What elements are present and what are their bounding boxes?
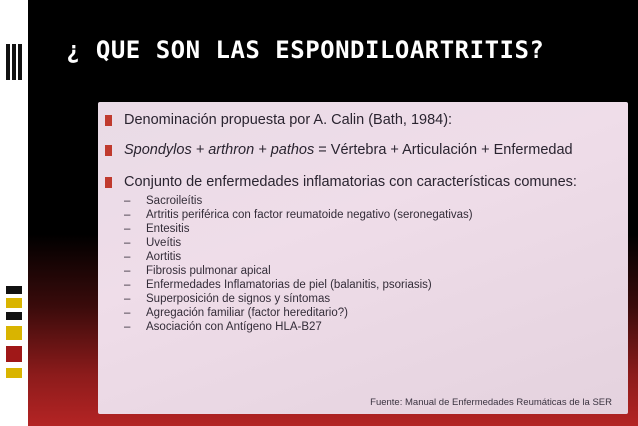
list-item: – Aortitis: [124, 251, 182, 263]
list-item: – Asociación con Antígeno HLA-B27: [124, 321, 322, 333]
bullet-list: [98, 112, 618, 334]
list-item: – Agregación familiar (factor hereditario?): [124, 307, 348, 319]
list-item: – Artritis periférica con factor reumatoide negativo (seronegativas): [124, 209, 473, 221]
list-item: – Uveítis: [124, 237, 182, 249]
decorative-bars-bottom: [6, 286, 22, 396]
slide-title: ¿ QUE SON LAS ESPONDILOARTRITIS?: [66, 36, 545, 64]
list-item: – Superposición de signos y síntomas: [124, 293, 331, 305]
bullet-item: Spondylos + arthron + pathos = Vértebra + Articulación + Enfermedad: [98, 142, 618, 158]
bullet-marker-icon: [105, 145, 112, 156]
bullet-item: Conjunto de enfermedades inflamatorias con características comunes:: [98, 174, 618, 190]
bullet-marker-icon: [105, 177, 112, 188]
sub-list: [98, 194, 618, 334]
source-caption: Fuente: Manual de Enfermedades Reumáticas de la SER: [370, 397, 612, 408]
decorative-side-strip: [0, 0, 28, 426]
slide-photo-content: [98, 102, 628, 414]
bullet-item: Denominación propuesta por A. Calin (Bath, 1984):: [98, 112, 618, 128]
list-item: – Sacroileítis: [124, 195, 203, 207]
list-item: – Entesitis: [124, 223, 190, 235]
list-item: – Enfermedades Inflamatorias de piel (balanitis, psoriasis): [124, 279, 432, 291]
bullet-marker-icon: [105, 115, 112, 126]
decorative-squares-top: [6, 44, 22, 84]
list-item: – Fibrosis pulmonar apical: [124, 265, 271, 277]
